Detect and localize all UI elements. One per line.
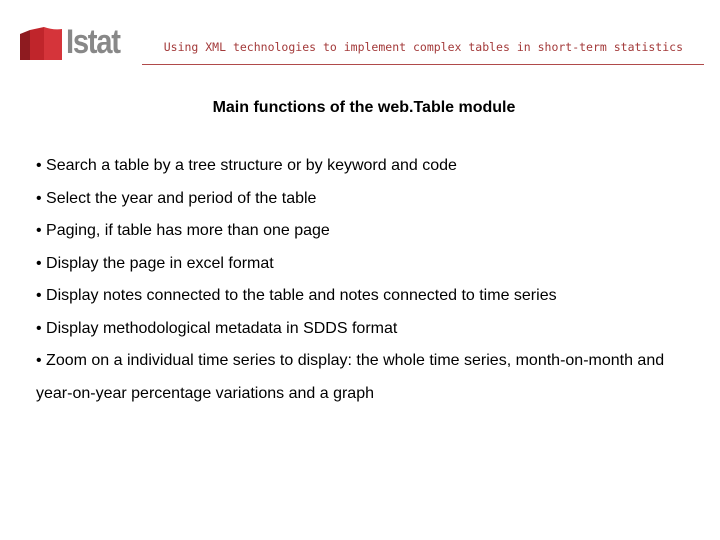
bullet-item: • Select the year and period of the table	[36, 189, 317, 207]
istat-logo	[18, 23, 134, 62]
logo-wordmark: Istat	[66, 23, 120, 61]
header-divider	[142, 64, 704, 65]
header-title: Using XML technologies to implement complex tables in short-term statistics	[163, 40, 683, 54]
bullet-item: • Search a table by a tree structure or by keyword and code	[36, 157, 457, 174]
bullet-item: • Display notes connected to the table and notes connected to time series	[36, 287, 557, 304]
bullet-item: • Zoom on a individual time series to display: the whole time series, month-on-month and year-on-year percentage variations and a graph	[36, 352, 665, 402]
slide-title: Main functions of the web.Table module	[212, 99, 516, 116]
bullet-list	[36, 150, 696, 410]
bullet-item: • Display methodological metadata in SDDS format	[36, 319, 398, 337]
bullet-item: • Display the page in excel format	[36, 254, 274, 272]
istat-flag-icon	[18, 26, 62, 62]
bullet-item: • Paging, if table has more than one page	[36, 222, 330, 239]
